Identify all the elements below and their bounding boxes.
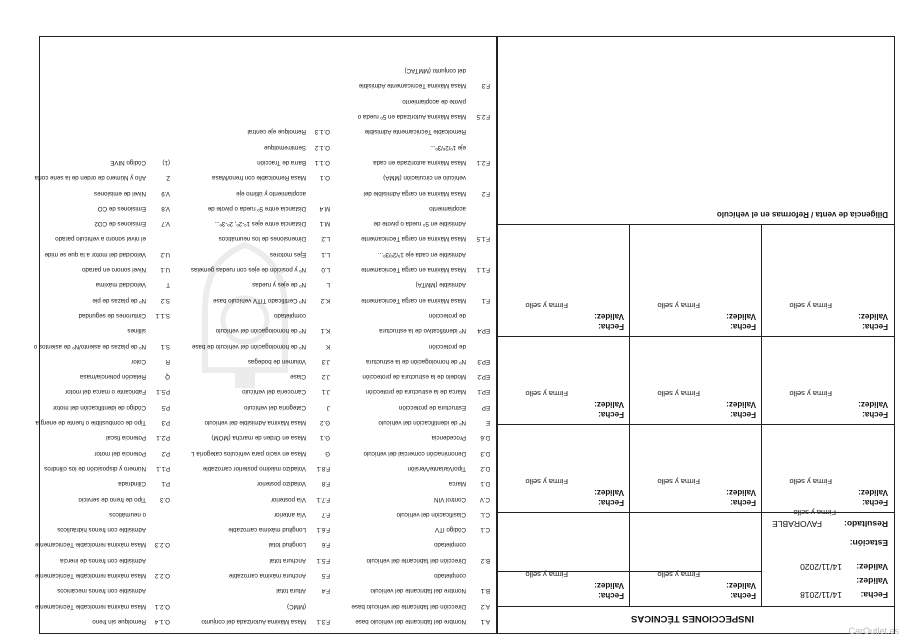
spec-label: Tipo de freno de servicio [78,495,146,503]
spec-code: F.7.1 [316,495,330,503]
validez-label-r2c3: Validez: [594,488,624,497]
validez-label-r4c2: Validez: [726,312,756,321]
spec-label: Categoría del vehículo [244,403,306,411]
spec-label: Dirección del fabricante del vehículo base [351,602,466,610]
validez-value: 14/11/2020 [800,562,842,572]
spec-label: de protección [428,342,466,350]
spec-code: V.8 [161,204,170,212]
spec-label: Masa en Orden de marcha (MOM) [211,434,306,442]
spec-code: EP.1 [477,388,490,396]
spec-code: G.1 [320,434,330,442]
firma-r2c2: Firma y sello [657,477,700,486]
validez-label-main: Validez: [856,562,888,572]
spec-label: Remolque eje central [247,128,306,136]
spec-code: F.4 [321,587,330,595]
spec-code: K.2 [320,296,330,304]
spec-code: J [326,403,330,411]
spec-label: acoplamiento [429,204,466,212]
spec-code: O.2.3 [154,541,170,549]
validez-label-r3c3: Validez: [594,400,624,409]
spec-code: U.1 [160,266,170,274]
firma-r4c2: Firma y sello [657,301,700,310]
spec-label: Volumen de bodegas [247,357,306,365]
spec-code: D.6 [480,434,490,442]
spec-code: G.2 [320,419,330,427]
spec-label: Masa Máxima Autorizada en 5º rueda o [357,113,466,121]
spec-label: Nº Certificado TITV vehículo base [213,296,306,304]
spec-code: F.2.1 [476,159,490,166]
spec-code: B.1 [480,587,490,595]
spec-label: de protección [428,312,466,319]
spec-label: Dirección del fabricante del vehículo [366,556,466,564]
fecha-label-r3c3: Fecha: [598,410,624,419]
spec-label: Masa Remolcable con freno/Masa [212,174,306,182]
spec-code: J.2 [321,373,330,381]
spec-label: Longitud máxima carrozable [228,526,306,534]
fecha-label-r4c3: Fecha: [598,322,624,331]
spec-label: Marca [448,480,466,488]
crest-watermark-icon [185,240,305,390]
specs-column-1 [336,35,496,633]
spec-label: Remolcable Técnicamente Admisible [364,128,466,136]
inspections-panel [497,36,895,634]
spec-code: O.2.1 [154,602,170,610]
spec-label: Nº de homologación del vehículo [215,327,306,335]
resultado-label: Resultado: [844,519,888,529]
spec-code: F.2.5 [476,113,490,121]
firma-r3c2: Firma y sello [657,389,700,398]
spec-code: F.7 [321,510,330,518]
spec-label: Dimensiones de los neumáticos [218,235,306,243]
resultado-value: FAVORABLE [772,519,822,529]
spec-label: Código de identificación del motor [52,403,146,411]
spec-code: P.2.1 [156,434,170,442]
spec-code: P.3 [161,419,170,427]
spec-code: EP.4 [477,327,490,335]
spec-code: Q [165,373,170,381]
spec-label: Admisible en cada eje 1º/2º/3º... [378,250,466,258]
spec-label: Control VIN [434,495,466,503]
spec-label: Masa Máxima Técnicamente Admisible [358,82,466,90]
spec-label: Emisiones de CO [97,204,146,212]
spec-code: L [326,281,330,289]
spec-code: B.2 [480,556,490,564]
spec-label: Nº de homologación de la estructura [366,357,466,365]
spec-label: Velocidad máxima [95,281,146,289]
spec-code: O.1.1 [314,159,330,166]
spec-code: F.1 [481,296,490,304]
spec-code: D.3 [480,449,490,457]
spec-code: F.8.1 [316,465,330,472]
spec-label: Tipo/Variante/Versión [407,465,466,472]
validez-label-r2c1: Validez: [858,488,888,497]
estacion-label: Estación: [849,538,888,548]
spec-label: eje 1º/2º/3º... [430,143,466,151]
spec-label: Voladizo posterior [256,480,306,488]
fecha-label-r2c3: Fecha: [598,498,624,507]
firma-r3c1: Firma y sello [789,389,832,398]
spec-code: F.6.1 [316,526,330,534]
spec-label: Nº de homologación del vehículo de base [191,342,306,350]
spec-label: Masa máxima remolcable Técnicamente [35,541,146,549]
spec-label: Nº y posición de ejes con ruedas gemelas [190,266,306,274]
validez-label-r3c1: Validez: [858,400,888,409]
spec-code: EP.2 [477,373,490,381]
spec-label: Relación potencia/masa [79,373,146,381]
validez-label-r3c2: Validez: [726,400,756,409]
spec-label: Masa Máxima Autorizada del conjunto [201,618,306,625]
spec-label: Admisible (MMTA) [415,281,466,289]
spec-label: Cinturones de seguridad [78,312,146,319]
spec-code: M.4 [319,204,330,212]
spec-label: Velocidad del motor a la que se mide [44,250,146,258]
spec-label: Masa Máxima Admisible del vehículo [204,419,306,427]
spec-code: A.1 [480,618,490,625]
spec-code: F.1.5 [476,235,490,243]
spec-label: Nombre del fabricante del vehículo base [355,618,466,625]
spec-code: D.2 [480,465,490,472]
spec-label: Marca de la estructura de protección [365,388,466,396]
spec-label: Masa Máxima en carga Admisible del [363,189,466,197]
validez-label-r2c2: Validez: [726,488,756,497]
spec-code: O.2.2 [154,572,170,580]
spec-label: Longitud total [268,541,306,549]
spec-code: O.1.3 [314,128,330,136]
spec-label: Admisible con frenos de inercia [60,556,146,564]
spec-code: EP [481,403,490,411]
spec-label: Masa en vacío para vehículos categoría L [191,449,306,457]
spec-label: completado [434,541,466,549]
spec-label: Masa Máxima en carga Técnicamente [361,235,466,243]
spec-label: Código NIVE [110,159,146,166]
spec-code: O.1.2 [314,143,330,151]
spec-code: F.6 [321,541,330,549]
spec-code: F.1.1 [476,266,490,274]
spec-code: O.3 [160,495,170,503]
spec-code: C.V [479,495,490,503]
spec-label: Clasificación del vehículo [396,510,466,518]
validez-label-r4c1: Validez: [858,312,888,321]
spec-label: Potencia fiscal [106,434,146,442]
spec-label: Año y Número de orden de la serie corta [34,174,146,182]
spec-code: L.1 [321,250,330,258]
spec-label: Distancia entre 5º rueda o pivote de [207,204,306,212]
spec-code: F.5.1 [316,556,330,564]
spec-label: Código ITV [435,526,466,534]
spec-label: Admisible con frenos mecánicos [57,587,146,595]
spec-label: Anchura total [269,556,306,564]
inspections-title: INSPECCIONES TÉCNICAS [631,613,754,624]
spec-code: F.2 [481,189,490,197]
spec-label: Nivel de emisiones [94,189,146,197]
spec-label: Voladizo máximo posterior carrozable [202,465,306,472]
spec-code: A.2 [480,602,490,610]
spec-code: Z [166,174,170,182]
spec-label: Potencia del motor [94,449,146,457]
spec-label: Carrocería del vehículo [242,388,306,396]
validez-label-2: Validez: [726,581,756,590]
fecha-label-r3c2: Fecha: [730,410,756,419]
spec-label: Denominación comercial del vehículo [363,449,466,457]
firma-r2c1: Firma y sello [789,477,832,486]
spec-label: Procedencia [431,434,466,442]
fecha-label-r4c2: Fecha: [730,322,756,331]
spec-label: Nº de plazas de pie [92,296,146,304]
spec-label: vehículo en circulación (MMA) [383,174,466,182]
spec-label: Modelo de la estructura de protección [362,373,466,381]
spec-code: F.8 [321,480,330,488]
spec-label: pivote de acoplamiento [402,97,466,105]
firma-1: Firma y sello [793,508,836,517]
fecha-label-r4c1: Fecha: [862,322,888,331]
validez-label-1: Validez: [856,576,888,586]
spec-label: Masa máxima remolcable Técnicamente [35,602,146,610]
spec-label: Masa máxima remolcable Técnicamente [35,572,146,580]
spec-label: Tipo de combustible o fuente de energía [35,419,146,427]
spec-label: Remolque sin freno [92,618,146,625]
spec-code: F.3 [481,82,490,90]
spec-code: R [165,357,170,365]
spec-label: Color [131,357,146,365]
fecha-label-3: Fecha: [598,591,624,600]
spec-code: J.1 [321,388,330,396]
spec-code: L.2 [321,235,330,243]
fecha-label-1: Fecha: [860,590,888,600]
spec-label: Admisible en 5º rueda o pivote de [373,220,466,228]
spec-label: el nivel sonoro a vehículo parado [55,235,146,243]
spec-label: o neumáticos [109,510,146,518]
spec-code: L.0 [321,266,330,274]
spec-label: (MMC) [287,602,306,610]
spec-label: Cilindrada [118,480,146,488]
spec-label: Admisible con frenos hidráulicos [57,526,146,534]
spec-label: Nº de ejes y ruedas [252,281,306,289]
spec-label: Nº identificativo de la estructura [379,327,466,335]
validez-label-r4c3: Validez: [594,312,624,321]
spec-code: O.1 [320,174,330,182]
spec-label: Masa Máxima autorizada en cada [373,159,466,166]
fecha-label-2: Fecha: [730,591,756,600]
spec-code: K [325,342,330,350]
spec-label: completado [274,312,306,319]
spec-code: F.3.1 [316,618,330,625]
spec-code: G [325,449,330,457]
spec-label: del conjunto (MMTAC) [404,67,466,75]
spec-code: J.3 [321,357,330,365]
fecha-value: 14/11/2018 [800,590,842,600]
fecha-label-r2c2: Fecha: [730,498,756,507]
fecha-label-r2c1: Fecha: [862,498,888,507]
spec-code: P.1 [161,480,170,488]
spec-label: Clase [290,373,306,381]
spec-code: EP.3 [477,357,490,365]
watermark-text: CarOutlet.es [848,626,899,636]
diligencia-title: Diligencia de venta / Reformas en el vehículo [716,210,888,219]
spec-code: V.7 [161,220,170,228]
spec-label: Nº de plazas de asiento/Nº de asientos o [33,342,146,350]
fecha-label-r3c1: Fecha: [862,410,888,419]
spec-code: O.1.4 [154,618,170,625]
spec-label: Anchura máxima carrozable [228,572,306,580]
spec-code: S.1.1 [155,312,170,319]
spec-code: (1) [162,159,170,166]
firma-r4c3: Firma y sello [525,301,568,310]
spec-code: S.2 [160,296,170,304]
spec-label: Vía posterior [270,495,306,503]
spec-code: P.5.1 [156,388,170,396]
spec-label: Ejes motores [269,250,306,258]
spec-code: T [166,281,170,289]
firma-r3c3: Firma y sello [525,389,568,398]
spec-label: Barra de Tracción [257,159,306,166]
spec-label: Nivel sonoro en parado [82,266,146,274]
firma-r2c3: Firma y sello [525,477,568,486]
spec-label: Fabricante o marca del motor [65,388,146,396]
spec-code: F.5 [321,572,330,580]
spec-code: P.5 [161,403,170,411]
spec-label: Distancia entre ejes 1º-2º, 2º-3º... [214,220,306,228]
spec-label: Número y disposición de los cilindros [44,465,146,472]
spec-code: U.2 [160,250,170,258]
spec-label: Masa Máxima en carga Técnicamente [361,296,466,304]
spec-code: K.1 [320,327,330,335]
spec-code: P.1.1 [156,465,170,472]
spec-label: Nº de identificación del vehículo [378,419,466,427]
firma-2: Firma y sello [657,570,700,579]
spec-code: C.L [480,510,490,518]
spec-label: completado [434,572,466,580]
spec-label: Emisiones de CO2 [94,220,146,228]
spec-label: Estructura de protección [398,403,466,411]
spec-code: E [485,419,490,427]
firma-3: Firma y sello [525,570,568,579]
spec-code: S.1 [160,342,170,350]
specs-column-3 [33,35,176,633]
spec-code: C.1 [480,526,490,534]
validez-label-3: Validez: [594,581,624,590]
spec-code: D.1 [480,480,490,488]
spec-label: Masa Máxima en carga Técnicamente [361,266,466,274]
spec-label: acoplamiento y último eje [236,189,306,197]
spec-label: Vía anterior [274,510,306,518]
spec-label: Semirremolque [264,143,306,151]
spec-label: sillines [127,327,146,335]
spec-label: Nombre del fabricante del vehículo [370,587,466,595]
spec-code: P.2 [161,449,170,457]
spec-code: V.9 [161,189,170,197]
firma-r4c1: Firma y sello [789,301,832,310]
spec-label: Altura total [276,587,306,595]
spec-code: M.1 [319,220,330,228]
